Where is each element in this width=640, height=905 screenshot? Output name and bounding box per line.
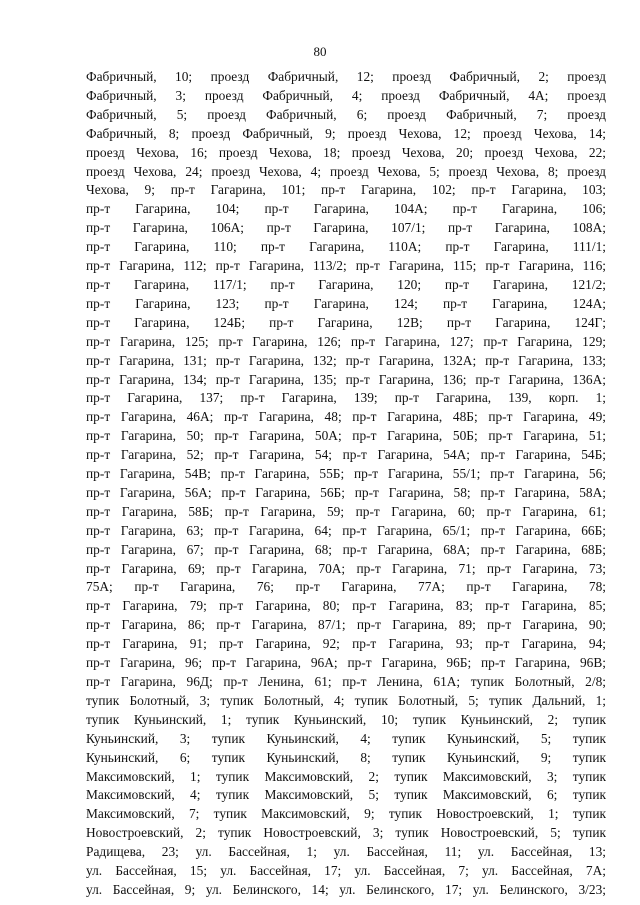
text-line: пр-т Гагарина, 54В; пр-т Гагарина, 55Б; пр-т Гагарина, 55/1; пр-т Гагарина, 56; [86, 466, 606, 482]
text-line: проезд Чехова, 16; проезд Чехова, 18; проезд Чехова, 20; проезд Чехова, 22; [86, 144, 606, 160]
text-line: пр-т Гагарина, 96Д; пр-т Ленина, 61; пр-т Ленина, 61А; тупик Болотный, 2/8; [86, 674, 606, 689]
text-line: пр-т Гагарина, 104; пр-т Гагарина, 104А; пр-т Гагарина, 106; [86, 201, 606, 217]
text-line: 75А; пр-т Гагарина, 76; пр-т Гагарина, 77А; пр-т Гагарина, 78; [86, 579, 606, 595]
address-list-paragraph [86, 68, 606, 900]
text-line: Куньинский, 6; тупик Куньинский, 8; тупик Куньинский, 9; тупик [86, 749, 606, 765]
text-line: пр-т Гагарина, 86; пр-т Гагарина, 87/1; пр-т Гагарина, 89; пр-т Гагарина, 90; [86, 617, 606, 633]
text-line: Фабричный, 8; проезд Фабричный, 9; проезд Чехова, 12; проезд Чехова, 14; [86, 125, 606, 141]
text-line: тупик Куньинский, 1; тупик Куньинский, 10; тупик Куньинский, 2; тупик [86, 711, 606, 727]
text-line: тупик Болотный, 3; тупик Болотный, 4; тупик Болотный, 5; тупик Дальний, 1; [86, 692, 606, 708]
text-line: Максимовский, 4; тупик Максимовский, 5; тупик Максимовский, 6; тупик [86, 787, 606, 803]
text-line: пр-т Гагарина, 63; пр-т Гагарина, 64; пр-т Гагарина, 65/1; пр-т Гагарина, 66Б; [86, 522, 606, 538]
page-number: 80 [313, 44, 327, 59]
text-line: пр-т Гагарина, 96; пр-т Гагарина, 96А; пр-т Гагарина, 96Б; пр-т Гагарина, 96В; [86, 655, 606, 671]
text-line: пр-т Гагарина, 58Б; пр-т Гагарина, 59; пр-т Гагарина, 60; пр-т Гагарина, 61; [86, 503, 606, 519]
text-line: пр-т Гагарина, 46А; пр-т Гагарина, 48; пр-т Гагарина, 48Б; пр-т Гагарина, 49; [86, 409, 606, 425]
text-line: пр-т Гагарина, 50; пр-т Гагарина, 50А; пр-т Гагарина, 50Б; пр-т Гагарина, 51; [86, 428, 606, 444]
text-line: пр-т Гагарина, 56А; пр-т Гагарина, 56Б; пр-т Гагарина, 58; пр-т Гагарина, 58А; [86, 484, 606, 500]
text-line: Максимовский, 7; тупик Максимовский, 9; тупик Новостроевский, 1; тупик [86, 806, 606, 822]
text-line: пр-т Гагарина, 69; пр-т Гагарина, 70А; пр-т Гагарина, 71; пр-т Гагарина, 73; [86, 560, 606, 576]
text-line: Максимовский, 1; тупик Максимовский, 2; тупик Максимовский, 3; тупик [86, 768, 606, 784]
text-line: пр-т Гагарина, 110; пр-т Гагарина, 110А; пр-т Гагарина, 111/1; [86, 239, 606, 255]
text-line: пр-т Гагарина, 91; пр-т Гагарина, 92; пр-т Гагарина, 93; пр-т Гагарина, 94; [86, 636, 606, 652]
text-line: пр-т Гагарина, 106А; пр-т Гагарина, 107/1; пр-т Гагарина, 108А; [86, 220, 606, 236]
text-line: Чехова, 9; пр-т Гагарина, 101; пр-т Гагарина, 102; пр-т Гагарина, 103; [86, 182, 606, 198]
text-line: пр-т Гагарина, 123; пр-т Гагарина, 124; пр-т Гагарина, 124А; [86, 295, 606, 311]
text-line: пр-т Гагарина, 131; пр-т Гагарина, 132; пр-т Гагарина, 132А; пр-т Гагарина, 133; [86, 352, 606, 368]
text-line: пр-т Гагарина, 79; пр-т Гагарина, 80; пр-т Гагарина, 83; пр-т Гагарина, 85; [86, 598, 606, 614]
text-line: пр-т Гагарина, 125; пр-т Гагарина, 126; пр-т Гагарина, 127; пр-т Гагарина, 129; [86, 333, 606, 349]
text-line: Фабричный, 10; проезд Фабричный, 12; проезд Фабричный, 2; проезд [86, 69, 606, 84]
text-line: проезд Чехова, 24; проезд Чехова, 4; проезд Чехова, 5; проезд Чехова, 8; проезд [86, 163, 606, 179]
text-line: пр-т Гагарина, 134; пр-т Гагарина, 135; пр-т Гагарина, 136; пр-т Гагарина, 136А; [86, 371, 606, 387]
text-line: пр-т Гагарина, 137; пр-т Гагарина, 139; пр-т Гагарина, 139, корп. 1; [86, 390, 606, 406]
text-line: пр-т Гагарина, 112; пр-т Гагарина, 113/2; пр-т Гагарина, 115; пр-т Гагарина, 116; [86, 258, 606, 274]
text-line: пр-т Гагарина, 124Б; пр-т Гагарина, 12В; пр-т Гагарина, 124Г; [86, 314, 606, 330]
text-line: ул. Бассейная, 15; ул. Бассейная, 17; ул. Бассейная, 7; ул. Бассейная, 7А; [86, 863, 606, 879]
text-line: Радищева, 23; ул. Бассейная, 1; ул. Бассейная, 11; ул. Бассейная, 13; [86, 844, 606, 860]
text-line: пр-т Гагарина, 117/1; пр-т Гагарина, 120; пр-т Гагарина, 121/2; [86, 276, 606, 292]
text-line: ул. Бассейная, 9; ул. Белинского, 14; ул. Белинского, 17; ул. Белинского, 3/23; [86, 881, 606, 897]
text-line: Куньинский, 3; тупик Куньинский, 4; тупик Куньинский, 5; тупик [86, 730, 606, 746]
text-line: пр-т Гагарина, 67; пр-т Гагарина, 68; пр-т Гагарина, 68А; пр-т Гагарина, 68Б; [86, 541, 606, 557]
text-line: Фабричный, 3; проезд Фабричный, 4; проезд Фабричный, 4А; проезд [86, 87, 606, 103]
text-line: Новостроевский, 2; тупик Новостроевский, 3; тупик Новостроевский, 5; тупик [86, 825, 606, 841]
text-line: пр-т Гагарина, 52; пр-т Гагарина, 54; пр-т Гагарина, 54А; пр-т Гагарина, 54Б; [86, 447, 606, 463]
text-line: Фабричный, 5; проезд Фабричный, 6; проезд Фабричный, 7; проезд [86, 106, 606, 122]
